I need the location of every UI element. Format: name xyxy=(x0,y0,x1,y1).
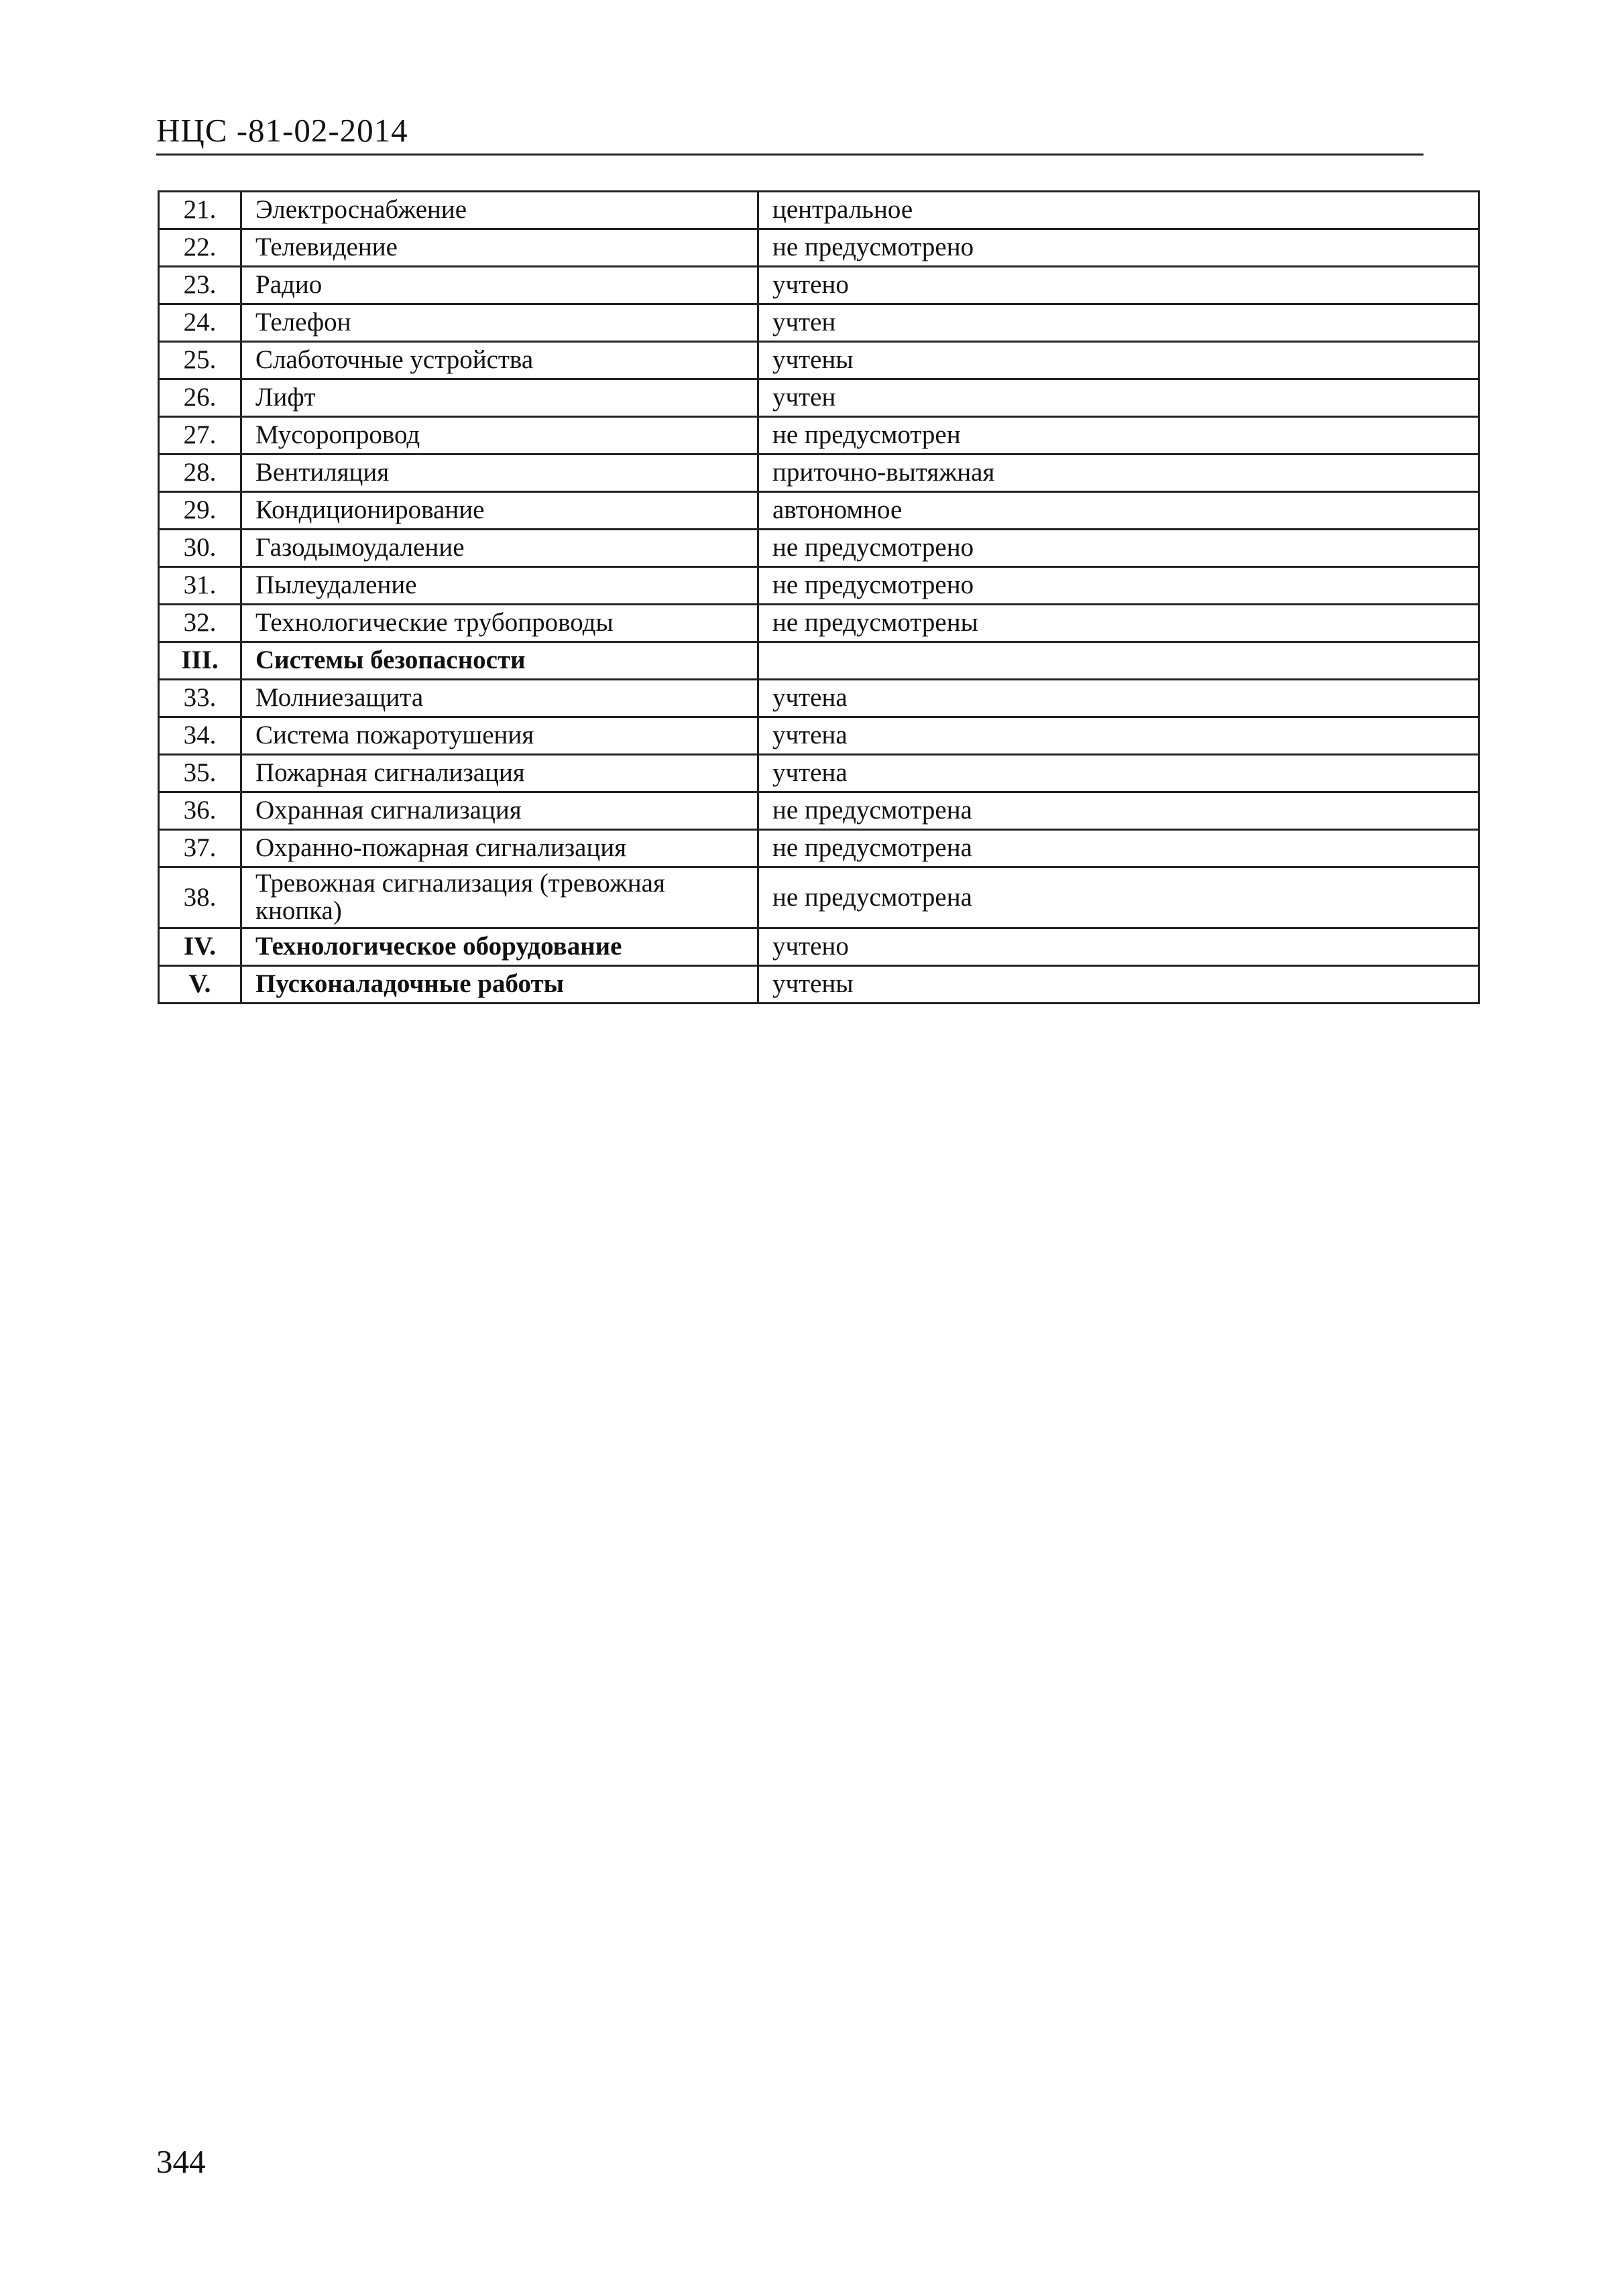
table-row xyxy=(159,792,1479,830)
table-row xyxy=(159,680,1479,717)
header-rule xyxy=(156,154,1424,156)
item-name-cell: Кондиционирование xyxy=(241,492,758,530)
item-value-cell: не предусмотрена xyxy=(758,830,1479,867)
item-name-cell: Охранно-пожарная сигнализация xyxy=(241,830,758,867)
item-name-cell: Телефон xyxy=(241,304,758,342)
item-value-cell: учтены xyxy=(758,342,1479,379)
item-name-cell: Системы безопасности xyxy=(241,642,758,680)
item-name-cell: Телевидение xyxy=(241,229,758,267)
item-value-cell: автономное xyxy=(758,492,1479,530)
row-number-cell: 34. xyxy=(159,717,241,755)
item-name-cell: Радио xyxy=(241,267,758,304)
row-number-cell: 32. xyxy=(159,605,241,642)
row-number-cell: 26. xyxy=(159,379,241,417)
table-row xyxy=(159,417,1479,455)
table-row xyxy=(159,717,1479,755)
item-name-cell: Газодымоудаление xyxy=(241,530,758,567)
item-value-cell: учтена xyxy=(758,717,1479,755)
section-row xyxy=(159,642,1479,680)
item-name-cell: Электроснабжение xyxy=(241,192,758,229)
item-value-cell: не предусмотрен xyxy=(758,417,1479,455)
item-name-cell: Лифт xyxy=(241,379,758,417)
item-name-cell: Тревожная сигнализация (тревожная кнопка) xyxy=(241,867,758,928)
row-number-cell: 22. xyxy=(159,229,241,267)
row-number-cell: 21. xyxy=(159,192,241,229)
item-name-cell: Слаботочные устройства xyxy=(241,342,758,379)
item-name-cell: Пусконаладочные работы xyxy=(241,966,758,1004)
table-row xyxy=(159,229,1479,267)
table-row xyxy=(159,492,1479,530)
item-name-cell: Система пожаротушения xyxy=(241,717,758,755)
row-number-cell: III. xyxy=(159,642,241,680)
table-row xyxy=(159,342,1479,379)
table-row xyxy=(159,755,1479,792)
systems-table xyxy=(158,190,1480,1004)
item-value-cell: учтены xyxy=(758,966,1479,1004)
table-row xyxy=(159,567,1479,605)
item-value-cell: центральное xyxy=(758,192,1479,229)
row-number-cell: 24. xyxy=(159,304,241,342)
table-row xyxy=(159,455,1479,492)
item-value-cell xyxy=(758,642,1479,680)
row-number-cell: V. xyxy=(159,966,241,1004)
item-value-cell: не предусмотрено xyxy=(758,567,1479,605)
section-row xyxy=(159,928,1479,966)
item-name-cell: Технологические трубопроводы xyxy=(241,605,758,642)
item-value-cell: учтено xyxy=(758,267,1479,304)
row-number-cell: 27. xyxy=(159,417,241,455)
row-number-cell: 35. xyxy=(159,755,241,792)
table-body xyxy=(159,192,1479,1004)
item-value-cell: учтена xyxy=(758,755,1479,792)
row-number-cell: IV. xyxy=(159,928,241,966)
item-value-cell: учтен xyxy=(758,379,1479,417)
item-value-cell: не предусмотрены xyxy=(758,605,1479,642)
item-value-cell: учтено xyxy=(758,928,1479,966)
section-row xyxy=(159,966,1479,1004)
item-name-cell: Молниезащита xyxy=(241,680,758,717)
table-row xyxy=(159,379,1479,417)
row-number-cell: 25. xyxy=(159,342,241,379)
table-row xyxy=(159,267,1479,304)
table-row xyxy=(159,867,1479,928)
row-number-cell: 36. xyxy=(159,792,241,830)
row-number-cell: 30. xyxy=(159,530,241,567)
table-row xyxy=(159,304,1479,342)
document-code: НЦС -81-02-2014 xyxy=(156,112,408,149)
item-name-cell: Пожарная сигнализация xyxy=(241,755,758,792)
item-name-cell: Мусоропровод xyxy=(241,417,758,455)
item-name-cell: Охранная сигнализация xyxy=(241,792,758,830)
item-value-cell: приточно-вытяжная xyxy=(758,455,1479,492)
item-name-cell: Пылеудаление xyxy=(241,567,758,605)
row-number-cell: 23. xyxy=(159,267,241,304)
row-number-cell: 31. xyxy=(159,567,241,605)
row-number-cell: 37. xyxy=(159,830,241,867)
item-value-cell: учтена xyxy=(758,680,1479,717)
row-number-cell: 28. xyxy=(159,455,241,492)
item-value-cell: не предусмотрена xyxy=(758,867,1479,928)
table-row xyxy=(159,830,1479,867)
item-value-cell: не предусмотрено xyxy=(758,229,1479,267)
row-number-cell: 38. xyxy=(159,867,241,928)
row-number-cell: 33. xyxy=(159,680,241,717)
item-value-cell: не предусмотрено xyxy=(758,530,1479,567)
row-number-cell: 29. xyxy=(159,492,241,530)
table-row xyxy=(159,605,1479,642)
page-number: 344 xyxy=(156,2143,206,2180)
item-value-cell: учтен xyxy=(758,304,1479,342)
table-row xyxy=(159,192,1479,229)
item-name-cell: Технологическое оборудование xyxy=(241,928,758,966)
table-row xyxy=(159,530,1479,567)
item-value-cell: не предусмотрена xyxy=(758,792,1479,830)
item-name-cell: Вентиляция xyxy=(241,455,758,492)
